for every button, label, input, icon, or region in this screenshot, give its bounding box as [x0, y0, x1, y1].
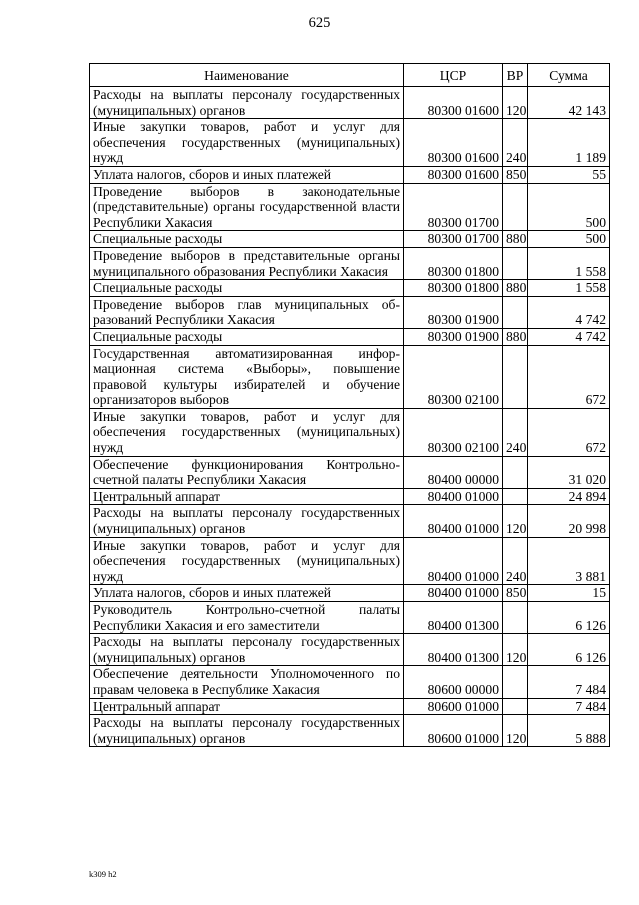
- cell-name: Проведение выборов глав муниципальных образований Республики Хакасия: [90, 296, 404, 328]
- cell-vr: 850: [503, 166, 528, 183]
- cell-sum: 5 888: [528, 715, 610, 747]
- header-row: [90, 64, 610, 87]
- cell-vr: [503, 666, 528, 698]
- cell-vr: [503, 183, 528, 231]
- table-row: [90, 537, 610, 585]
- table-row: [90, 231, 610, 248]
- cell-name: Проведение выборов в представительные органы муниципального образования Республики Хакасия: [90, 247, 404, 279]
- cell-csr: 80400 01000: [404, 488, 503, 505]
- header-name: Наименование: [90, 64, 404, 87]
- cell-vr: [503, 247, 528, 279]
- cell-sum: 4 742: [528, 328, 610, 345]
- cell-vr: 120: [503, 87, 528, 119]
- cell-name: Расходы на выплаты персоналу государственных (муниципальных) органов: [90, 505, 404, 537]
- cell-csr: 80300 01600: [404, 119, 503, 167]
- cell-csr: 80400 01300: [404, 634, 503, 666]
- cell-vr: [503, 456, 528, 488]
- cell-vr: 240: [503, 119, 528, 167]
- table-row: [90, 602, 610, 634]
- cell-sum: 55: [528, 166, 610, 183]
- cell-sum: 20 998: [528, 505, 610, 537]
- cell-vr: 120: [503, 505, 528, 537]
- cell-vr: [503, 488, 528, 505]
- cell-sum: 6 126: [528, 634, 610, 666]
- cell-csr: 80600 01000: [404, 715, 503, 747]
- table-row: [90, 715, 610, 747]
- cell-name: Обеспечение функционирования Контрольно-счетной палаты Республики Хакасия: [90, 456, 404, 488]
- page-number: 625: [308, 15, 331, 31]
- cell-name: Уплата налогов, сборов и иных платежей: [90, 585, 404, 602]
- header-csr: ЦСР: [404, 64, 503, 87]
- cell-name: Специальные расходы: [90, 328, 404, 345]
- table-row: [90, 634, 610, 666]
- cell-name: Уплата налогов, сборов и иных платежей: [90, 166, 404, 183]
- cell-vr: 880: [503, 280, 528, 297]
- cell-csr: 80300 01800: [404, 280, 503, 297]
- header-sum: Сумма: [528, 64, 610, 87]
- cell-csr: 80300 01900: [404, 296, 503, 328]
- table-row: [90, 280, 610, 297]
- table-row: [90, 328, 610, 345]
- cell-csr: 80600 00000: [404, 666, 503, 698]
- table-row: [90, 585, 610, 602]
- budget-table: [89, 63, 610, 747]
- cell-csr: 80300 01600: [404, 166, 503, 183]
- table-row: [90, 488, 610, 505]
- cell-sum: 3 881: [528, 537, 610, 585]
- cell-sum: 1 558: [528, 280, 610, 297]
- cell-csr: 80300 02100: [404, 408, 503, 456]
- cell-vr: 850: [503, 585, 528, 602]
- cell-name: Расходы на выплаты персоналу государственных (муниципальных) органов: [90, 715, 404, 747]
- cell-name: Специальные расходы: [90, 280, 404, 297]
- cell-csr: 80400 00000: [404, 456, 503, 488]
- cell-vr: [503, 602, 528, 634]
- table-row: [90, 87, 610, 119]
- cell-csr: 80300 01900: [404, 328, 503, 345]
- cell-name: Иные закупки товаров, работ и услуг для обеспечения государственных (муниципальных) нужд: [90, 537, 404, 585]
- cell-csr: 80300 01600: [404, 87, 503, 119]
- cell-sum: 1 558: [528, 247, 610, 279]
- table-row: [90, 296, 610, 328]
- cell-sum: 4 742: [528, 296, 610, 328]
- table-row: [90, 666, 610, 698]
- header-vr: ВР: [503, 64, 528, 87]
- table-row: [90, 119, 610, 167]
- table-row: [90, 408, 610, 456]
- cell-csr: 80400 01000: [404, 585, 503, 602]
- footer-code: k309 h2: [89, 869, 117, 879]
- cell-sum: 15: [528, 585, 610, 602]
- cell-sum: 500: [528, 183, 610, 231]
- cell-vr: 240: [503, 408, 528, 456]
- table-row: [90, 345, 610, 408]
- cell-vr: 120: [503, 634, 528, 666]
- cell-vr: 120: [503, 715, 528, 747]
- table-row: [90, 456, 610, 488]
- cell-name: Руководитель Контрольно-счетной палаты Республики Хакасия и его заместители: [90, 602, 404, 634]
- table-row: [90, 247, 610, 279]
- cell-sum: 7 484: [528, 666, 610, 698]
- cell-csr: 80300 01800: [404, 247, 503, 279]
- cell-csr: 80300 01700: [404, 231, 503, 248]
- cell-csr: 80400 01000: [404, 537, 503, 585]
- cell-sum: 672: [528, 345, 610, 408]
- cell-sum: 1 189: [528, 119, 610, 167]
- cell-sum: 500: [528, 231, 610, 248]
- cell-csr: 80300 01700: [404, 183, 503, 231]
- table-row: [90, 183, 610, 231]
- cell-csr: 80400 01300: [404, 602, 503, 634]
- cell-sum: 42 143: [528, 87, 610, 119]
- cell-name: Проведение выборов в законодательные (представительные) органы государственной власти Республики Хакасия: [90, 183, 404, 231]
- cell-sum: 7 484: [528, 698, 610, 715]
- cell-sum: 672: [528, 408, 610, 456]
- table-row: [90, 505, 610, 537]
- cell-sum: 31 020: [528, 456, 610, 488]
- cell-name: Расходы на выплаты персоналу государственных (муниципальных) органов: [90, 634, 404, 666]
- cell-name: Обеспечение деятельности Уполномоченного по правам человека в Республике Хакасия: [90, 666, 404, 698]
- cell-vr: 880: [503, 328, 528, 345]
- cell-csr: 80300 02100: [404, 345, 503, 408]
- cell-vr: [503, 698, 528, 715]
- cell-name: Расходы на выплаты персоналу государственных (муниципальных) органов: [90, 87, 404, 119]
- cell-name: Центральный аппарат: [90, 698, 404, 715]
- cell-vr: [503, 296, 528, 328]
- table-row: [90, 698, 610, 715]
- cell-sum: 6 126: [528, 602, 610, 634]
- cell-name: Специальные расходы: [90, 231, 404, 248]
- cell-vr: 880: [503, 231, 528, 248]
- cell-name: Иные закупки товаров, работ и услуг для обеспечения государственных (муниципальных) нужд: [90, 119, 404, 167]
- cell-csr: 80400 01000: [404, 505, 503, 537]
- cell-vr: 240: [503, 537, 528, 585]
- cell-name: Государственная автоматизированная информационная система «Выборы», повышение правовой культуры избирателей и обучение организаторов выборов: [90, 345, 404, 408]
- cell-vr: [503, 345, 528, 408]
- cell-name: Иные закупки товаров, работ и услуг для обеспечения государственных (муниципальных) нужд: [90, 408, 404, 456]
- cell-csr: 80600 01000: [404, 698, 503, 715]
- table-row: [90, 166, 610, 183]
- cell-name: Центральный аппарат: [90, 488, 404, 505]
- cell-sum: 24 894: [528, 488, 610, 505]
